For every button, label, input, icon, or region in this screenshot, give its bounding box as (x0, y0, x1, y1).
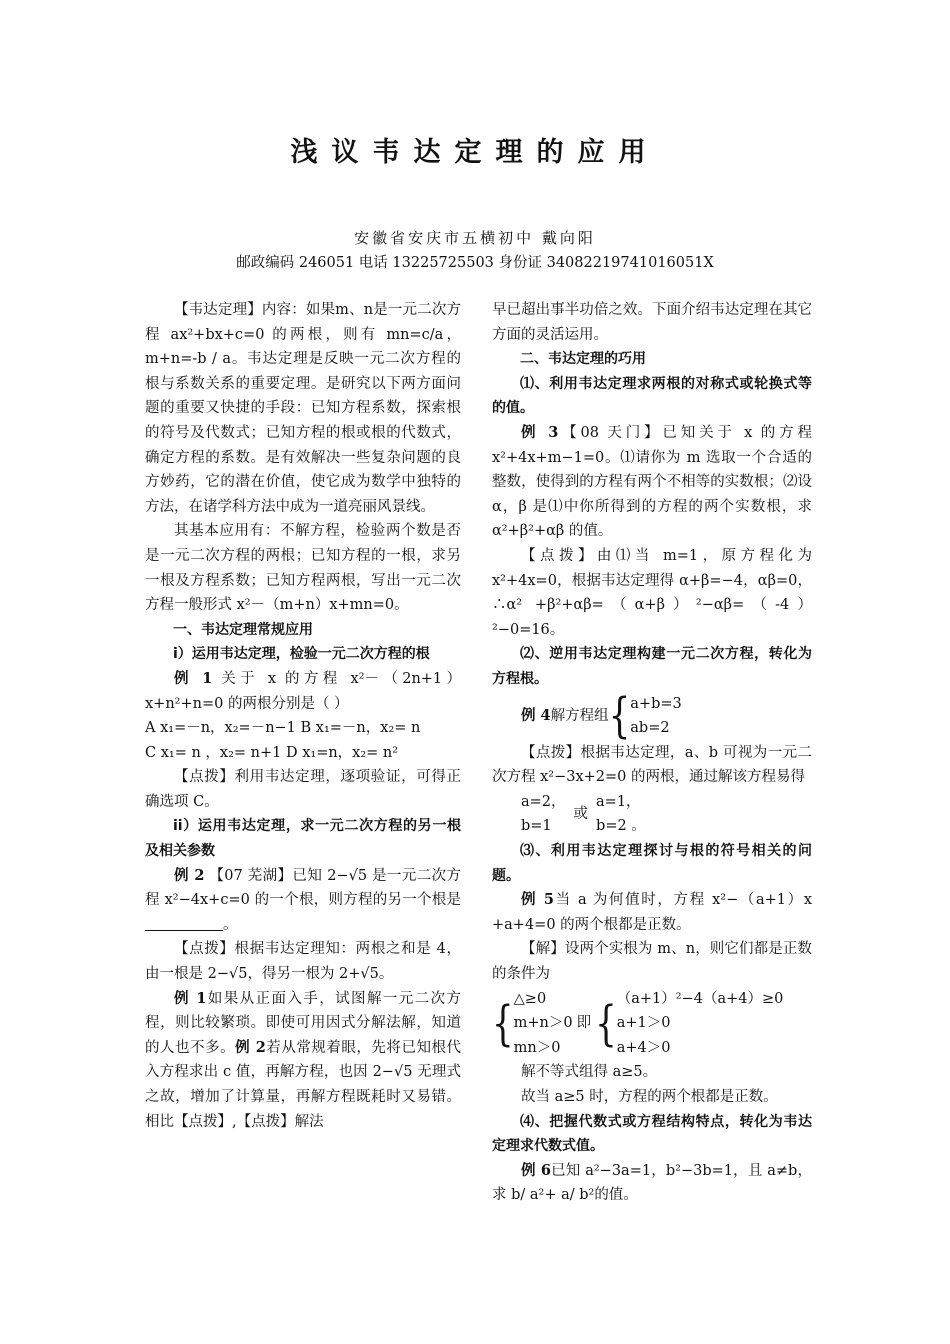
example-1-text: 关于 x 的方程 x²－（2n+1） x+n²+n=0 的两根分别是（ ） (145, 670, 461, 712)
solution-1 (521, 790, 566, 839)
example-4-tag: 例 4 (521, 706, 551, 724)
example-5-result-2: 故当 a≥5 时，方程的两个根都是正数。 (521, 1089, 778, 1105)
comparison-paragraph (145, 987, 461, 1135)
section-heading-1: 一、韦达定理常规应用 (173, 621, 313, 638)
example-4-hint: 【点拨】根据韦达定理，a、b 可视为一元二次方程 x²−3x+2=0 的两根，通过解该方程易得 (492, 744, 812, 786)
example-2-text: 【07 芜湖】已知 2−√5 是一元二次方程 x²−4x+c=0 的一个根，则方程的另一个根是 (145, 867, 461, 909)
continuation-paragraph: 早已超出事半功倍之效。下面介绍韦达定理在其它方面的灵活运用。 (492, 302, 812, 343)
subheading-1b: ii）运用韦达定理，求一元二次方程的另一根及相关参数 (145, 818, 461, 860)
solution-2-a: a=1， (596, 793, 641, 810)
equation-system (630, 692, 681, 741)
derived-condition-1: （a+1）²−4（a+4）≥0 (616, 990, 784, 1007)
example-3-text: 【08 天门】已知关于 x 的方程 x²+4x+m−1=0。⑴请你为 m 选取一个合适的整数，使得到的方程有两个不相等的实数根；⑵设 α，β 是⑴中你所得到的方程的两个实数根，求 α²+β²+αβ 的值。 (492, 424, 812, 540)
example-6-text: 已知 a²−3a=1，b²−3b=1，且 a≠b，求 b/ a²+ a/ b²的值。 (492, 1162, 812, 1204)
subheading-2a: ⑴、利用韦达定理求两根的对称式或轮换式等的值。 (492, 375, 812, 417)
compare-tag-2: 例 2 (235, 1038, 266, 1056)
intro-paragraph (145, 298, 461, 519)
derived-conditions (617, 987, 784, 1061)
example-5-solution: 【解】设两个实根为 m、n，则它们都是正数的条件为 (492, 941, 812, 983)
basic-use-paragraph: 其基本应用有：不解方程，检验两个数是否是一元二次方程的两根；已知方程的一根，求另一根及方程系数；已知方程两根，写出一元二次方程一般形式 x²－（m+n）x+mn=0。 (145, 523, 461, 614)
solution-1-b: b=1 (521, 818, 552, 835)
ji-word: 即 (576, 1015, 592, 1032)
example-2-tag: 例 2 (174, 866, 205, 884)
example-1-tag: 例 1 (174, 669, 213, 687)
condition-product: mn＞0 (513, 1039, 561, 1056)
condition-discriminant: △≥0 (513, 990, 547, 1007)
subheading-2d: ⑷、把握代数式或方程结构特点，转化为韦达定理求代数式值。 (492, 1113, 812, 1155)
or-word: 或 (573, 806, 589, 823)
section-heading-2: 二、韦达定理的巧用 (520, 351, 646, 368)
example-1-hint: 【点拨】利用韦达定理，逐项验证，可得正确选项 C。 (145, 769, 461, 810)
compare-tag-1: 例 1 (174, 989, 207, 1007)
example-1-options-ab: A x₁=－n，x₂=－n−1 B x₁=－n，x₂= n (145, 720, 421, 737)
left-brace-icon: { (608, 688, 631, 745)
contact-line: 邮政编码 246051 电话 13225725503 身份证 34082219741016051X (236, 255, 714, 271)
equation-sum: a+b=3 (630, 695, 682, 712)
equation-product: ab=2 (630, 720, 670, 737)
example-4 (492, 688, 812, 745)
subheading-1a: i）运用韦达定理，检验一元二次方程的根 (173, 646, 430, 663)
example-4-solutions (492, 790, 812, 839)
example-2-end: 。 (223, 916, 238, 933)
example-5 (492, 888, 812, 937)
example-1 (145, 667, 461, 716)
solution-1-a: a=2， (521, 793, 566, 810)
right-column (492, 298, 812, 1208)
left-brace-icon: { (492, 995, 514, 1052)
left-column (145, 298, 461, 1134)
conditions (514, 987, 573, 1061)
compare-text-2: 若从常规着眼，先将已知根代入方程求出 c 值，再解方程，也因 2−√5 无理式之故，增加了计算量，再解方程既耗时又易错。相比【点拨】,【点拨】解法 (145, 1039, 462, 1130)
subheading-2c: ⑶、利用韦达定理探讨与根的符号相关的问题。 (492, 843, 812, 884)
example-3-tag: 例 3 (521, 423, 559, 441)
derived-condition-2: a+1＞0 (616, 1015, 671, 1032)
solution-2 (596, 790, 646, 839)
example-1-options-cd: C x₁= n ，x₂= n+1 D x₁=n，x₂= n² (145, 744, 399, 761)
example-5-result-1: 解不等式组得 a≥5。 (521, 1064, 658, 1081)
page-title: 浅议韦达定理的应用 (290, 137, 660, 168)
author-line: 安徽省安庆市五横初中 戴向阳 (354, 229, 596, 247)
example-3 (492, 421, 812, 544)
theorem-tag: 【韦达定理】 (174, 302, 262, 318)
example-2-hint: 【点拨】根据韦达定理知：两根之和是 4，由一根是 2−√5，得另一根为 2+√5。 (145, 941, 461, 983)
example-3-hint: 【点拨】由⑴当 m=1，原方程化为 x²+4x=0，根据韦达定理得 α+β=−4，αβ=0，∴α² +β²+αβ=（α+β）²−αβ=（-4）²−0=16。 (492, 547, 812, 638)
example-5-text: 当 a 为何值时，方程 x²−（a+1）x +a+4=0 的两个根都是正数。 (492, 892, 812, 933)
example-2 (145, 864, 461, 938)
example-5-tag: 例 5 (521, 891, 554, 909)
solution-2-b: b=2 。 (596, 818, 646, 835)
theorem-text: 内容：如果m、n是一元二次方程 ax²+bx+c=0 的两根，则有 mn=c/a，m+n=-b / a。韦达定理是反映一元二次方程的根与系数关系的重要定理。是研究以下两方面问题的重要又快捷的手段：已知方程系数，探索根的符号及代数式；已知方程的根或根的代数式，确定方程的系数。是有效解决一些复杂问题的良方妙药，它的潜在价值，使它成为数学中独特的方法，在诸学科方法中成为一道亮丽风景线。 (145, 302, 461, 515)
example-6 (492, 1159, 812, 1208)
answer-blank (145, 916, 223, 931)
subheading-2b: ⑵、逆用韦达定理构建一元二次方程，转化为方程根。 (492, 646, 812, 687)
derived-condition-3: a+4＞0 (616, 1039, 671, 1056)
example-4-text: 解方程组 (550, 707, 609, 724)
compare-text-1: 如果从正面入手，试图解一元二次方程，则比较繁琐。即使可用因式分解法解，知道的人也不多。 (145, 990, 462, 1056)
inequality-system (492, 987, 812, 1061)
example-6-tag: 例 6 (521, 1161, 551, 1179)
left-brace-icon: { (595, 995, 617, 1052)
condition-sum: m+n＞0 (513, 1015, 573, 1032)
